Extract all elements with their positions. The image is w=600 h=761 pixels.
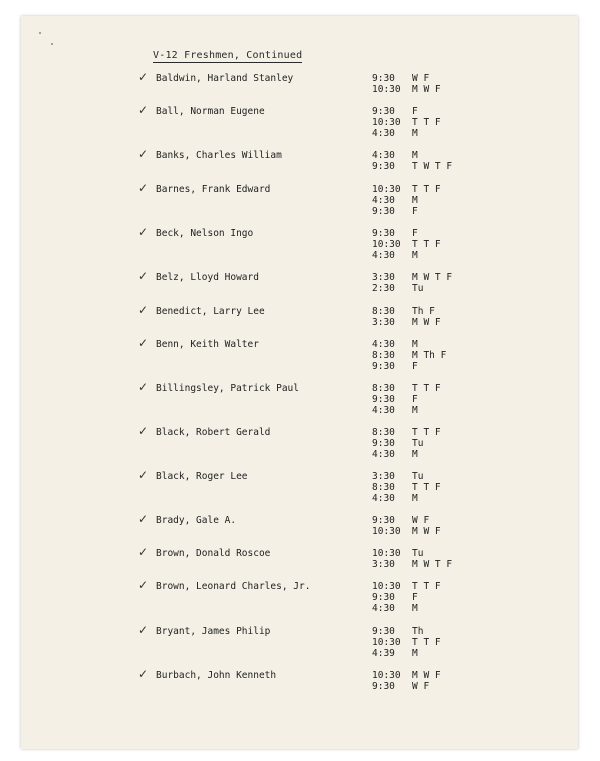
class-time: 10:30 xyxy=(372,548,401,559)
class-time: 8:30 xyxy=(372,383,395,394)
class-days: F xyxy=(412,592,418,603)
class-schedule xyxy=(372,427,492,460)
class-time: 9:30 xyxy=(372,228,395,239)
class-time: 4:30 xyxy=(372,128,395,139)
schedule-row xyxy=(372,272,492,283)
schedule-row xyxy=(372,184,492,195)
class-days: Th xyxy=(412,626,424,637)
class-schedule xyxy=(372,581,492,614)
schedule-row xyxy=(372,637,492,648)
schedule-row xyxy=(372,526,492,537)
class-time: 8:30 xyxy=(372,482,395,493)
schedule-row xyxy=(372,383,492,394)
class-days: T T F xyxy=(412,239,441,250)
class-days: F xyxy=(412,394,418,405)
class-days: F xyxy=(412,361,418,372)
schedule-row xyxy=(372,317,492,328)
class-days: M W F xyxy=(412,84,441,95)
class-days: W F xyxy=(412,73,430,84)
check-mark-icon: ✓ xyxy=(138,424,149,438)
schedule-row xyxy=(372,350,492,361)
class-time: 2:30 xyxy=(372,283,395,294)
class-time: 9:30 xyxy=(372,592,395,603)
student-name: Billingsley, Patrick Paul xyxy=(156,383,299,394)
student-name: Brown, Leonard Charles, Jr. xyxy=(156,581,311,592)
class-time: 9:30 xyxy=(372,73,395,84)
student-name: Benedict, Larry Lee xyxy=(156,306,265,317)
class-time: 9:30 xyxy=(372,106,395,117)
schedule-row xyxy=(372,117,492,128)
schedule-row xyxy=(372,626,492,637)
class-time: 4:30 xyxy=(372,150,395,161)
class-time: 10:30 xyxy=(372,117,401,128)
class-days: F xyxy=(412,206,418,217)
class-time: 10:30 xyxy=(372,239,401,250)
schedule-row xyxy=(372,161,492,172)
class-days: M xyxy=(412,493,418,504)
class-schedule xyxy=(372,184,492,217)
class-schedule xyxy=(372,73,492,95)
class-days: M xyxy=(412,449,418,460)
schedule-row xyxy=(372,206,492,217)
class-time: 3:30 xyxy=(372,471,395,482)
paper-speck xyxy=(51,43,53,45)
check-mark-icon: ✓ xyxy=(138,578,149,592)
schedule-row xyxy=(372,670,492,681)
class-schedule xyxy=(372,339,492,372)
schedule-row xyxy=(372,581,492,592)
class-time: 10:30 xyxy=(372,184,401,195)
schedule-row xyxy=(372,405,492,416)
schedule-row xyxy=(372,394,492,405)
schedule-row xyxy=(372,438,492,449)
class-days: T T F xyxy=(412,117,441,128)
class-time: 10:30 xyxy=(372,84,401,95)
student-name: Beck, Nelson Ingo xyxy=(156,228,254,239)
class-time: 4:30 xyxy=(372,250,395,261)
class-schedule xyxy=(372,272,492,294)
class-days: M W T F xyxy=(412,272,453,283)
class-days: M W F xyxy=(412,317,441,328)
schedule-row xyxy=(372,73,492,84)
class-time: 9:30 xyxy=(372,394,395,405)
class-days: T T F xyxy=(412,427,441,438)
class-days: M xyxy=(412,405,418,416)
class-days: M xyxy=(412,128,418,139)
class-days: Tu xyxy=(412,548,424,559)
schedule-row xyxy=(372,515,492,526)
schedule-row xyxy=(372,681,492,692)
schedule-row xyxy=(372,84,492,95)
schedule-row xyxy=(372,228,492,239)
class-days: T T F xyxy=(412,581,441,592)
class-time: 9:30 xyxy=(372,515,395,526)
class-time: 9:30 xyxy=(372,626,395,637)
schedule-row xyxy=(372,603,492,614)
class-time: 4:30 xyxy=(372,195,395,206)
class-days: Tu xyxy=(412,471,424,482)
class-days: M xyxy=(412,339,418,350)
paper-speck xyxy=(39,32,41,34)
class-time: 10:30 xyxy=(372,670,401,681)
class-days: T T F xyxy=(412,383,441,394)
schedule-row xyxy=(372,239,492,250)
schedule-row xyxy=(372,250,492,261)
class-schedule xyxy=(372,383,492,416)
class-time: 10:30 xyxy=(372,581,401,592)
class-time: 4:30 xyxy=(372,449,395,460)
class-schedule xyxy=(372,626,492,659)
schedule-row xyxy=(372,648,492,659)
schedule-row xyxy=(372,195,492,206)
class-time: 3:30 xyxy=(372,559,395,570)
schedule-row xyxy=(372,449,492,460)
check-mark-icon: ✓ xyxy=(138,103,149,117)
class-days: M xyxy=(412,648,418,659)
class-time: 9:30 xyxy=(372,161,395,172)
class-days: M xyxy=(412,195,418,206)
class-time: 4:39 xyxy=(372,648,395,659)
class-days: M xyxy=(412,603,418,614)
schedule-row xyxy=(372,306,492,317)
class-schedule xyxy=(372,471,492,504)
schedule-row xyxy=(372,559,492,570)
class-time: 4:30 xyxy=(372,603,395,614)
schedule-row xyxy=(372,339,492,350)
class-days: M xyxy=(412,150,418,161)
check-mark-icon: ✓ xyxy=(138,70,149,84)
class-schedule xyxy=(372,228,492,261)
class-time: 9:30 xyxy=(372,361,395,372)
check-mark-icon: ✓ xyxy=(138,468,149,482)
class-schedule xyxy=(372,306,492,328)
student-name: Brady, Gale A. xyxy=(156,515,237,526)
class-days: F xyxy=(412,106,418,117)
schedule-row xyxy=(372,482,492,493)
class-time: 4:30 xyxy=(372,493,395,504)
class-time: 4:30 xyxy=(372,405,395,416)
student-name: Black, Roger Lee xyxy=(156,471,248,482)
class-days: M W F xyxy=(412,670,441,681)
class-schedule xyxy=(372,106,492,139)
class-days: W F xyxy=(412,681,430,692)
class-time: 9:30 xyxy=(372,206,395,217)
check-mark-icon: ✓ xyxy=(138,380,149,394)
class-schedule xyxy=(372,548,492,570)
document-page xyxy=(21,16,578,749)
schedule-row xyxy=(372,106,492,117)
class-schedule xyxy=(372,670,492,692)
schedule-row xyxy=(372,128,492,139)
schedule-row xyxy=(372,548,492,559)
student-name: Burbach, John Kenneth xyxy=(156,670,277,681)
class-days: Th F xyxy=(412,306,435,317)
schedule-row xyxy=(372,592,492,603)
class-time: 4:30 xyxy=(372,339,395,350)
student-name: Brown, Donald Roscoe xyxy=(156,548,271,559)
class-time: 10:30 xyxy=(372,637,401,648)
check-mark-icon: ✓ xyxy=(138,336,149,350)
student-name: Banks, Charles William xyxy=(156,150,282,161)
check-mark-icon: ✓ xyxy=(138,667,149,681)
check-mark-icon: ✓ xyxy=(138,269,149,283)
student-name: Baldwin, Harland Stanley xyxy=(156,73,294,84)
class-days: M W T F xyxy=(412,559,453,570)
class-days: T W T F xyxy=(412,161,453,172)
check-mark-icon: ✓ xyxy=(138,181,149,195)
check-mark-icon: ✓ xyxy=(138,623,149,637)
class-schedule xyxy=(372,515,492,537)
schedule-row xyxy=(372,427,492,438)
class-days: T T F xyxy=(412,637,441,648)
schedule-row xyxy=(372,150,492,161)
class-days: M W F xyxy=(412,526,441,537)
class-time: 8:30 xyxy=(372,427,395,438)
class-days: M Th F xyxy=(412,350,447,361)
class-schedule xyxy=(372,150,492,172)
check-mark-icon: ✓ xyxy=(138,545,149,559)
check-mark-icon: ✓ xyxy=(138,225,149,239)
student-name: Belz, Lloyd Howard xyxy=(156,272,259,283)
class-days: W F xyxy=(412,515,430,526)
class-time: 9:30 xyxy=(372,438,395,449)
class-days: M xyxy=(412,250,418,261)
class-time: 10:30 xyxy=(372,526,401,537)
class-days: Tu xyxy=(412,283,424,294)
student-name: Bryant, James Philip xyxy=(156,626,271,637)
schedule-row xyxy=(372,471,492,482)
class-days: Tu xyxy=(412,438,424,449)
student-name: Barnes, Frank Edward xyxy=(156,184,271,195)
class-days: T T F xyxy=(412,482,441,493)
student-name: Black, Robert Gerald xyxy=(156,427,271,438)
class-time: 3:30 xyxy=(372,317,395,328)
check-mark-icon: ✓ xyxy=(138,303,149,317)
schedule-row xyxy=(372,283,492,294)
student-name: Benn, Keith Walter xyxy=(156,339,259,350)
schedule-row xyxy=(372,361,492,372)
class-time: 3:30 xyxy=(372,272,395,283)
class-days: T T F xyxy=(412,184,441,195)
schedule-row xyxy=(372,493,492,504)
check-mark-icon: ✓ xyxy=(138,512,149,526)
page-title: V-12 Freshmen, Continued xyxy=(153,50,303,61)
check-mark-icon: ✓ xyxy=(138,147,149,161)
student-name: Ball, Norman Eugene xyxy=(156,106,265,117)
class-time: 9:30 xyxy=(372,681,395,692)
class-time: 8:30 xyxy=(372,350,395,361)
class-time: 8:30 xyxy=(372,306,395,317)
class-days: F xyxy=(412,228,418,239)
